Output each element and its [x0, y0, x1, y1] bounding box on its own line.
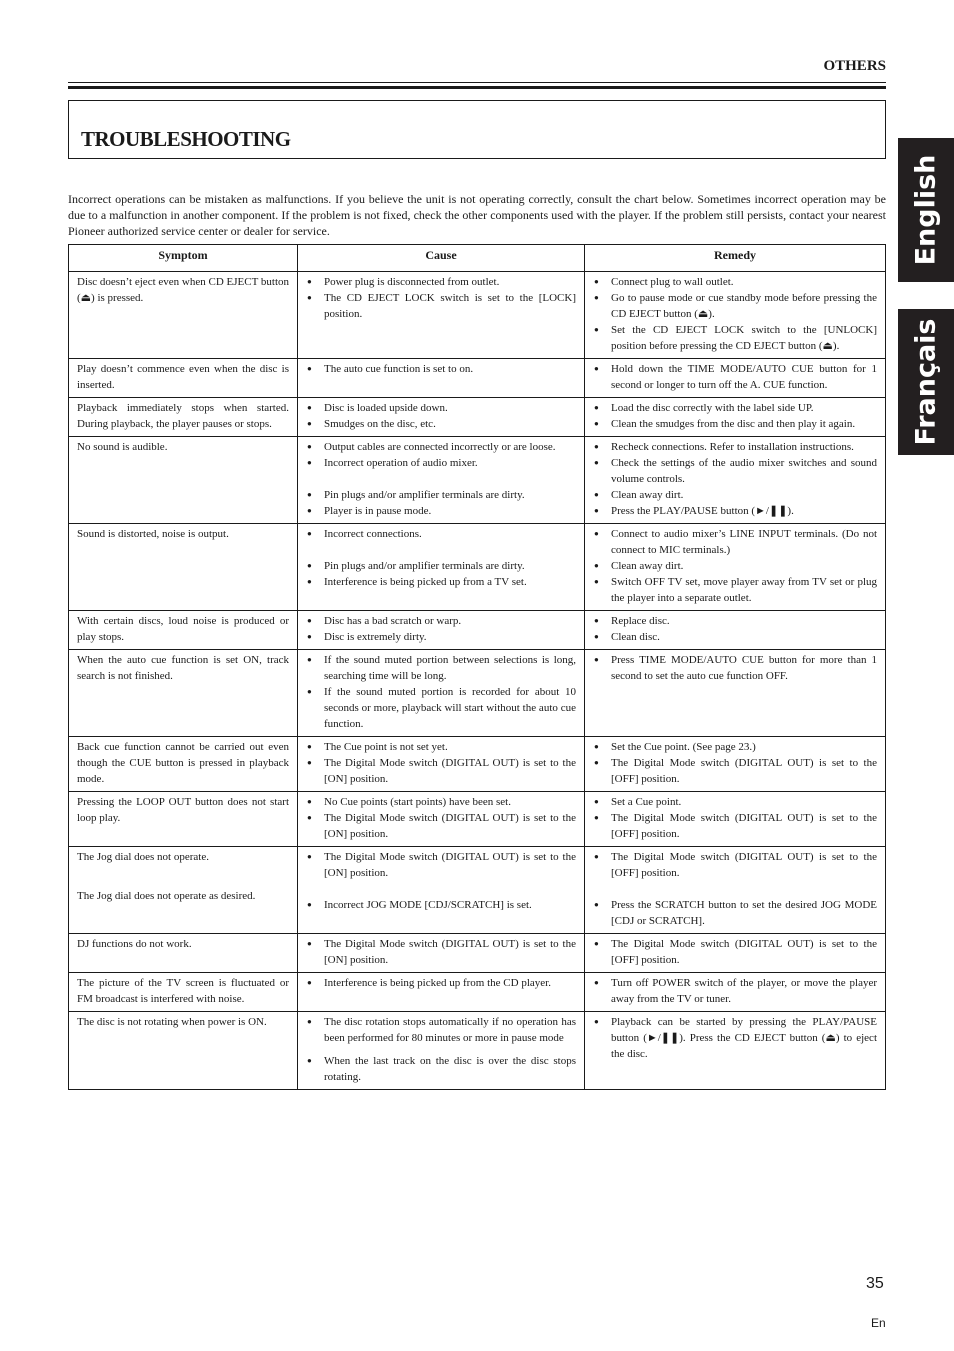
cause-item: ● The disc rotation stops automatically if no operation has been performed for 80 minutes or more in pause mode — [306, 1014, 576, 1046]
cause-item: ● Interference is being picked up from the CD player. — [306, 975, 576, 991]
remedy-item: ● The Digital Mode switch (DIGITAL OUT) is set to the [OFF] position. — [593, 849, 877, 881]
cause-item: ● No Cue points (start points) have been set. — [306, 794, 576, 810]
remedy-cell — [585, 973, 886, 1012]
symptom-text: DJ functions do not work. — [77, 938, 192, 950]
remedy-item: ● Press TIME MODE/AUTO CUE button for more than 1 second to set the auto cue function OFF. — [593, 652, 877, 684]
remedy-item: ● The Digital Mode switch (DIGITAL OUT) is set to the [OFF] position. — [593, 936, 877, 968]
remedy-cell — [585, 792, 886, 847]
table-row — [69, 934, 886, 973]
table-row — [69, 524, 886, 611]
remedy-cell — [585, 272, 886, 359]
remedy-item: ● Switch OFF TV set, move player away from TV set or plug the player into a separate outlet. — [593, 574, 877, 606]
cause-cell — [298, 847, 585, 934]
remedy-item: ● Clean disc. — [593, 629, 877, 645]
symptom-text: Pressing the LOOP OUT button does not start loop play. — [77, 796, 289, 824]
side-tab-french[interactable] — [898, 309, 954, 455]
remedy-item: ● Set a Cue point. — [593, 794, 877, 810]
remedy-item: ● Hold down the TIME MODE/AUTO CUE button for 1 second or longer to turn off the A. CUE function. — [593, 361, 877, 393]
symptom-cell — [69, 359, 298, 398]
remedy-item: ● Check the settings of the audio mixer switches and sound volume controls. — [593, 455, 877, 487]
cause-item: ● Power plug is disconnected from outlet. — [306, 274, 576, 290]
remedy-cell — [585, 847, 886, 934]
cause-cell — [298, 359, 585, 398]
remedy-item: ● Recheck connections. Refer to installation instructions. — [593, 439, 877, 455]
symptom-cell — [69, 1012, 298, 1090]
symptom-cell — [69, 398, 298, 437]
symptom-text: Sound is distorted, noise is output. — [77, 528, 229, 540]
cause-item: ● Pin plugs and/or amplifier terminals are dirty. — [306, 558, 576, 574]
table-row — [69, 973, 886, 1012]
symptom-cell — [69, 611, 298, 650]
remedy-item: ● Turn off POWER switch of the player, or move the player away from the TV or tuner. — [593, 975, 877, 1007]
cause-cell — [298, 1012, 585, 1090]
cause-item: ● Smudges on the disc, etc. — [306, 416, 576, 432]
troubleshooting-table — [68, 244, 886, 1090]
cause-cell — [298, 437, 585, 524]
symptom-text: The Jog dial does not operate as desired. — [77, 890, 256, 902]
remedy-item: ● Playback can be started by pressing the PLAY/PAUSE button (►/❚❚). Press the CD EJECT button (⏏) to eject the disc. — [593, 1014, 877, 1062]
symptom-cell — [69, 934, 298, 973]
symptom-text: Disc doesn’t eject even when CD EJECT button (⏏) is pressed. — [77, 276, 289, 304]
remedy-item: ● Clean away dirt. — [593, 487, 877, 503]
remedy-cell — [585, 359, 886, 398]
cause-cell — [298, 272, 585, 359]
cause-cell — [298, 524, 585, 611]
table-row — [69, 792, 886, 847]
page-number: 35 — [866, 1275, 884, 1292]
cause-item: ● The Digital Mode switch (DIGITAL OUT) is set to the [ON] position. — [306, 936, 576, 968]
table-row — [69, 737, 886, 792]
cause-item: ● If the sound muted portion between selections is long, searching time will be long. — [306, 652, 576, 684]
remedy-cell — [585, 524, 886, 611]
cause-cell — [298, 973, 585, 1012]
remedy-item: ● Connect to audio mixer’s LINE INPUT terminals. (Do not connect to MIC terminals.) — [593, 526, 877, 558]
header-rule-thick — [68, 86, 886, 89]
cause-item: ● The auto cue function is set to on. — [306, 361, 576, 377]
remedy-item: ● The Digital Mode switch (DIGITAL OUT) is set to the [OFF] position. — [593, 810, 877, 842]
table-row — [69, 272, 886, 359]
cause-item: ● Disc is loaded upside down. — [306, 400, 576, 416]
cause-cell — [298, 650, 585, 737]
table-row — [69, 398, 886, 437]
remedy-item: ● Press the SCRATCH button to set the desired JOG MODE [CDJ or SCRATCH]. — [593, 897, 877, 929]
table-row — [69, 847, 886, 934]
symptom-cell — [69, 524, 298, 611]
intro-paragraph: Incorrect operations can be mistaken as malfunctions. If you believe the unit is not operating correctly, consult the chart below. Sometimes incorrect operation may be due to a malfunction in another component. If the problem is not fixed, check the other components used with the player. If the problem still persists, contact your nearest Pioneer authorized service center or dealer for service. — [68, 192, 886, 238]
remedy-cell — [585, 611, 886, 650]
symptom-text: No sound is audible. — [77, 441, 168, 453]
remedy-item: ● The Digital Mode switch (DIGITAL OUT) is set to the [OFF] position. — [593, 755, 877, 787]
table-row — [69, 1012, 886, 1090]
symptom-cell — [69, 737, 298, 792]
cause-item: ● Player is in pause mode. — [306, 503, 576, 519]
remedy-item: ● Clean away dirt. — [593, 558, 877, 574]
symptom-cell — [69, 650, 298, 737]
remedy-item: ● Go to pause mode or cue standby mode before pressing the CD EJECT button (⏏). — [593, 290, 877, 322]
symptom-cell — [69, 437, 298, 524]
cause-item: ● The CD EJECT LOCK switch is set to the [LOCK] position. — [306, 290, 576, 322]
cause-item: ● The Digital Mode switch (DIGITAL OUT) is set to the [ON] position. — [306, 755, 576, 787]
remedy-item: ● Replace disc. — [593, 613, 877, 629]
table-row — [69, 359, 886, 398]
remedy-item: ● Set the CD EJECT LOCK switch to the [UNLOCK] position before pressing the CD EJECT button (⏏). — [593, 322, 877, 354]
page-title: TROUBLESHOOTING — [81, 127, 291, 151]
cause-item: ● Disc has a bad scratch or warp. — [306, 613, 576, 629]
remedy-cell — [585, 737, 886, 792]
cause-cell — [298, 611, 585, 650]
remedy-cell — [585, 437, 886, 524]
remedy-cell — [585, 934, 886, 973]
symptom-text: The disc is not rotating when power is ON. — [77, 1016, 267, 1028]
cause-item: ● Incorrect connections. — [306, 526, 576, 542]
table-row — [69, 650, 886, 737]
language-code: En — [871, 1316, 886, 1330]
remedy-cell — [585, 1012, 886, 1090]
cause-item: ● Pin plugs and/or amplifier terminals are dirty. — [306, 487, 576, 503]
header-remedy: Remedy — [585, 245, 886, 272]
cause-cell — [298, 934, 585, 973]
table-header-row — [69, 245, 886, 272]
section-label: OTHERS — [823, 58, 886, 74]
symptom-cell — [69, 847, 298, 934]
cause-item: ● The Cue point is not set yet. — [306, 739, 576, 755]
cause-item: ● When the last track on the disc is over the disc stops rotating. — [306, 1053, 576, 1085]
symptom-text: Back cue function cannot be carried out even though the CUE button is pressed in playback mode. — [77, 741, 289, 785]
cause-cell — [298, 398, 585, 437]
cause-item: ● Disc is extremely dirty. — [306, 629, 576, 645]
remedy-cell — [585, 398, 886, 437]
remedy-cell — [585, 650, 886, 737]
side-tab-english-label: English — [910, 154, 942, 266]
remedy-item: ● Connect plug to wall outlet. — [593, 274, 877, 290]
table-row — [69, 611, 886, 650]
table-row — [69, 437, 886, 524]
cause-item: ● If the sound muted portion is recorded for about 10 seconds or more, playback will start without the auto cue function. — [306, 684, 576, 732]
cause-item: ● Incorrect JOG MODE [CDJ/SCRATCH] is set. — [306, 897, 576, 913]
header-rule-thin — [68, 82, 886, 83]
cause-item: ● Incorrect operation of audio mixer. — [306, 455, 576, 471]
symptom-cell — [69, 973, 298, 1012]
remedy-item: ● Load the disc correctly with the label side UP. — [593, 400, 877, 416]
cause-item: ● Interference is being picked up from a TV set. — [306, 574, 576, 590]
cause-item: ● The Digital Mode switch (DIGITAL OUT) is set to the [ON] position. — [306, 810, 576, 842]
header-symptom: Symptom — [69, 245, 298, 272]
side-tab-french-label: Français — [910, 318, 942, 446]
cause-cell — [298, 792, 585, 847]
symptom-text: With certain discs, loud noise is produced or play stops. — [77, 615, 289, 643]
symptom-text: The picture of the TV screen is fluctuated or FM broadcast is interfered with noise. — [77, 977, 289, 1005]
remedy-item: ● Clean the smudges from the disc and then play it again. — [593, 416, 877, 432]
symptom-text: Play doesn’t commence even when the disc is inserted. — [77, 363, 289, 391]
cause-item: ● Output cables are connected incorrectly or are loose. — [306, 439, 576, 455]
remedy-item: ● Press the PLAY/PAUSE button (►/❚❚). — [593, 503, 877, 519]
cause-item: ● The Digital Mode switch (DIGITAL OUT) is set to the [ON] position. — [306, 849, 576, 881]
symptom-cell — [69, 792, 298, 847]
remedy-item: ● Set the Cue point. (See page 23.) — [593, 739, 877, 755]
symptom-text: Playback immediately stops when started. During playback, the player pauses or stops. — [77, 402, 289, 430]
side-tab-english[interactable] — [898, 138, 954, 282]
title-box — [68, 100, 886, 159]
symptom-text: The Jog dial does not operate. — [77, 851, 209, 863]
symptom-text: When the auto cue function is set ON, track search is not finished. — [77, 654, 289, 682]
cause-cell — [298, 737, 585, 792]
symptom-cell — [69, 272, 298, 359]
header-cause: Cause — [298, 245, 585, 272]
